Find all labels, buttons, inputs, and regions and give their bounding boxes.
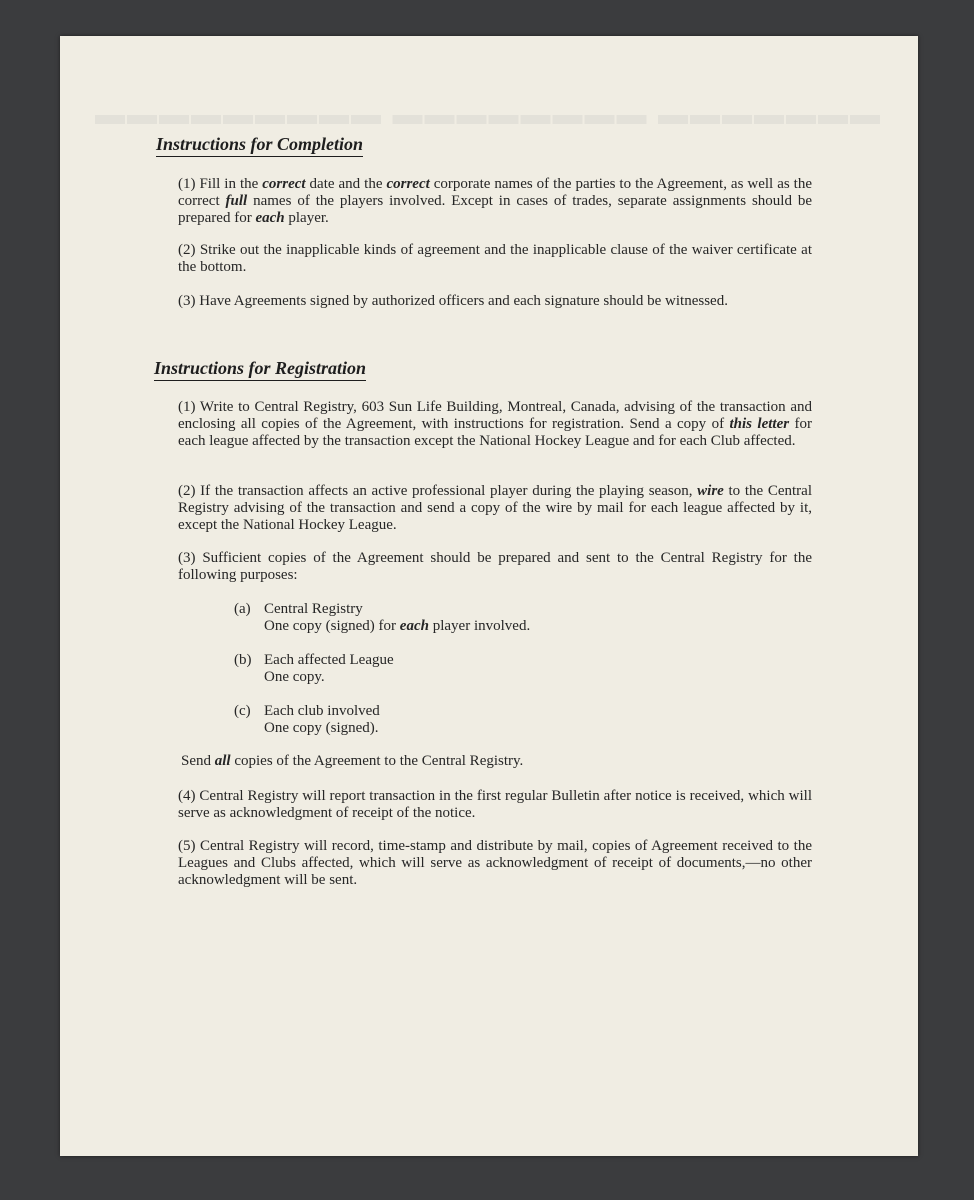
completion-item-1: (1) Fill in the correct date and the correct corporate names of the parties to the Agreement, as well as the correct full names of the players involved. Except in cases of trades, separate assignments should be prepared for each player. bbox=[178, 176, 813, 226]
send-all-note: Send all copies of the Agreement to the Central Registry. bbox=[181, 753, 524, 769]
purpose-label: (c) bbox=[234, 703, 251, 719]
completion-heading: Instructions for Completion bbox=[156, 134, 363, 157]
registration-heading: Instructions for Registration bbox=[154, 358, 366, 381]
purpose-item-c bbox=[234, 703, 380, 737]
registration-item-5: (5) Central Registry will record, time-stamp and distribute by mail, copies of Agreement received to the Leagues and Clubs affected, which will serve as acknowledgment of receipt of documents,—no other acknowledgment will be sent. bbox=[178, 838, 812, 888]
registration-item-3: (3) Sufficient copies of the Agreement should be prepared and sent to the Central Registry for the following purposes: bbox=[178, 550, 812, 583]
completion-item-2: (2) Strike out the inapplicable kinds of agreement and the inapplicable clause of the waiver certificate at the bottom. bbox=[178, 242, 812, 275]
purpose-detail: One copy (signed) for each player involved. bbox=[264, 618, 531, 634]
show-through-text: ▬▬▬▬▬▬▬ ▬▬▬▬▬▬▬▬ ▬▬▬▬▬▬▬▬▬ bbox=[93, 98, 880, 131]
purpose-label: (a) bbox=[234, 601, 251, 617]
purpose-title: Each club involved bbox=[264, 703, 380, 719]
purpose-title: Central Registry bbox=[264, 601, 363, 617]
document-page bbox=[60, 36, 918, 1156]
purpose-detail: One copy (signed). bbox=[264, 720, 379, 736]
registration-item-1: (1) Write to Central Registry, 603 Sun Life Building, Montreal, Canada, advising of the transaction and enclosing all copies of the Agreement, with instructions for registration. Send a copy of this letter for each league affected by the transaction except the National Hockey League and for each Club affected. bbox=[178, 399, 812, 449]
purpose-item-b bbox=[234, 652, 394, 686]
purpose-detail: One copy. bbox=[264, 669, 325, 685]
purpose-item-a bbox=[234, 601, 530, 635]
purpose-label: (b) bbox=[234, 652, 252, 668]
purpose-title: Each affected League bbox=[264, 652, 394, 668]
registration-item-2: (2) If the transaction affects an active professional player during the playing season, wire to the Central Registry advising of the transaction and send a copy of the wire by mail for each league affected by it, except the National Hockey League. bbox=[178, 483, 812, 533]
completion-item-3: (3) Have Agreements signed by authorized officers and each signature should be witnessed. bbox=[178, 293, 728, 309]
registration-item-4: (4) Central Registry will report transaction in the first regular Bulletin after notice is received, which will serve as acknowledgment of receipt of the notice. bbox=[178, 788, 812, 821]
